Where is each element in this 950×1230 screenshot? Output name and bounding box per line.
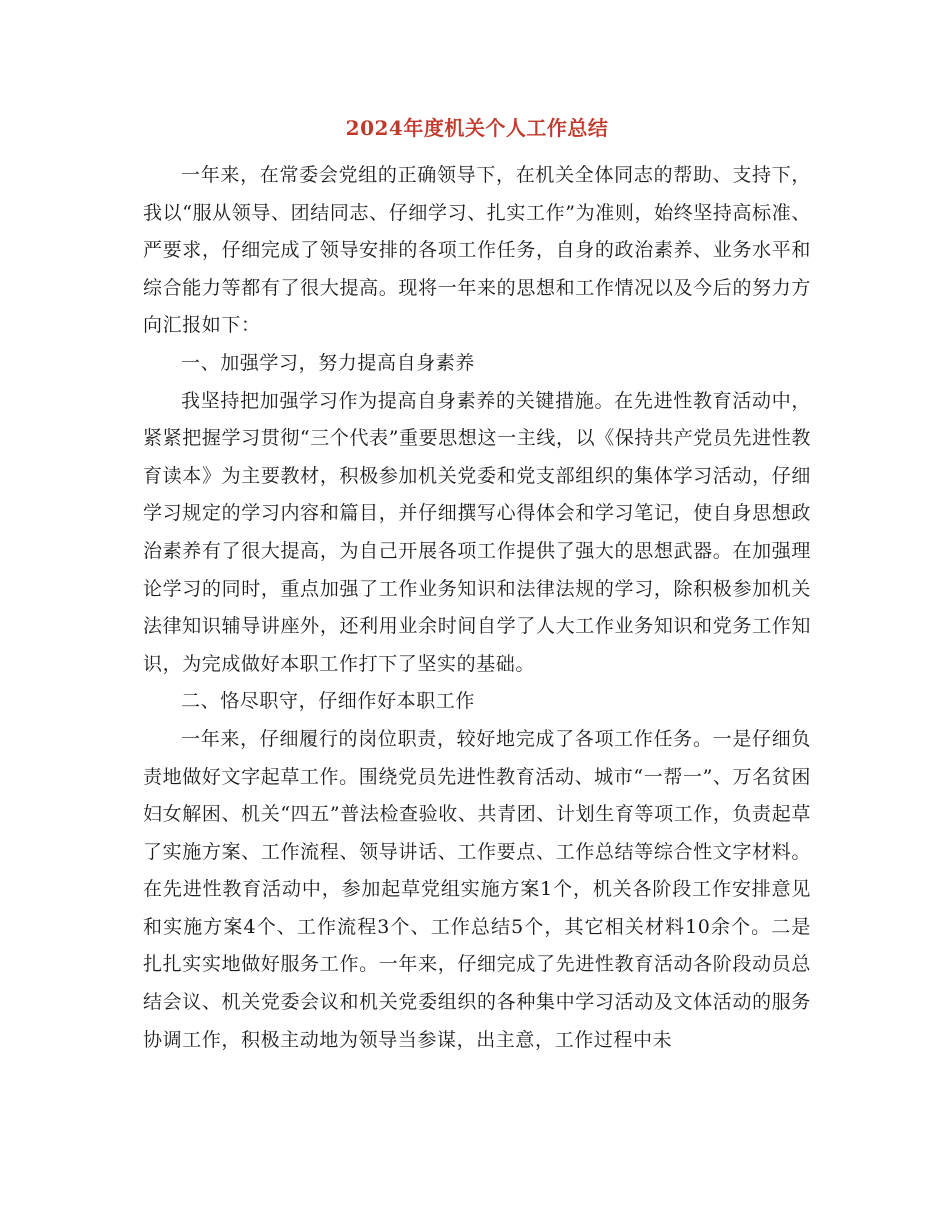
section-1-paragraph: 我坚持把加强学习作为提高自身素养的关键措施。在先进性教育活动中，紧紧把握学习贯彻“三个代表”重要思想这一主线，以《保持共产党员先进性教育读本》为主要教材，积极参加机关党委和党支部组织的集体学习活动，仔细学习规定的学习内容和篇目，并仔细撰写心得体会和学习笔记，使自身思想政治素养有了很大提高，为自己开展各项工作提供了强大的思想武器。在加强理论学习的同时，重点加强了工作业务知识和法律法规的学习，除积极参加机关法律知识辅导讲座外，还利用业余时间自学了人大工作业务知识和党务工作知识，为完成做好本职工作打下了坚实的基础。 [143, 389, 811, 675]
document-body [143, 110, 811, 1059]
section-2-paragraph: 一年来，仔细履行的岗位职责，较好地完成了各项工作任务。一是仔细负责地做好文字起草工作。围绕党员先进性教育活动、城市“一帮一”、万名贫困妇女解困、机关“四五”普法检查验收、共青团、计划生育等项工作，负责起草了实施方案、工作流程、领导讲话、工作要点、工作总结等综合性文字材料。在先进性教育活动中，参加起草党组实施方案1个，机关各阶段工作安排意见和实施方案4个、工作流程3个、工作总结5个，其它相关材料10余个。二是扎扎实实地做好服务工作。一年来，仔细完成了先进性教育活动各阶段动员总结会议、机关党委会议和机关党委组织的各种集中学习活动及文体活动的服务协调工作，积极主动地为领导当参谋，出主意，工作过程中未 [143, 727, 811, 1051]
section-heading-2: 二、恪尽职守，仔细作好本职工作 [181, 690, 476, 713]
section-heading-1: 一、加强学习，努力提高自身素养 [181, 351, 476, 374]
intro-paragraph: 一年来，在常委会党组的正确领导下，在机关全体同志的帮助、支持下，我以“服从领导、团结同志、仔细学习、扎实工作”为准则，始终坚持高标准、严要求，仔细完成了领导安排的各项工作任务，自身的政治素养、业务水平和综合能力等都有了很大提高。现将一年来的思想和工作情况以及今后的努力方向汇报如下： [143, 164, 811, 337]
document-title: 2024年度机关个人工作总结 [345, 116, 609, 140]
